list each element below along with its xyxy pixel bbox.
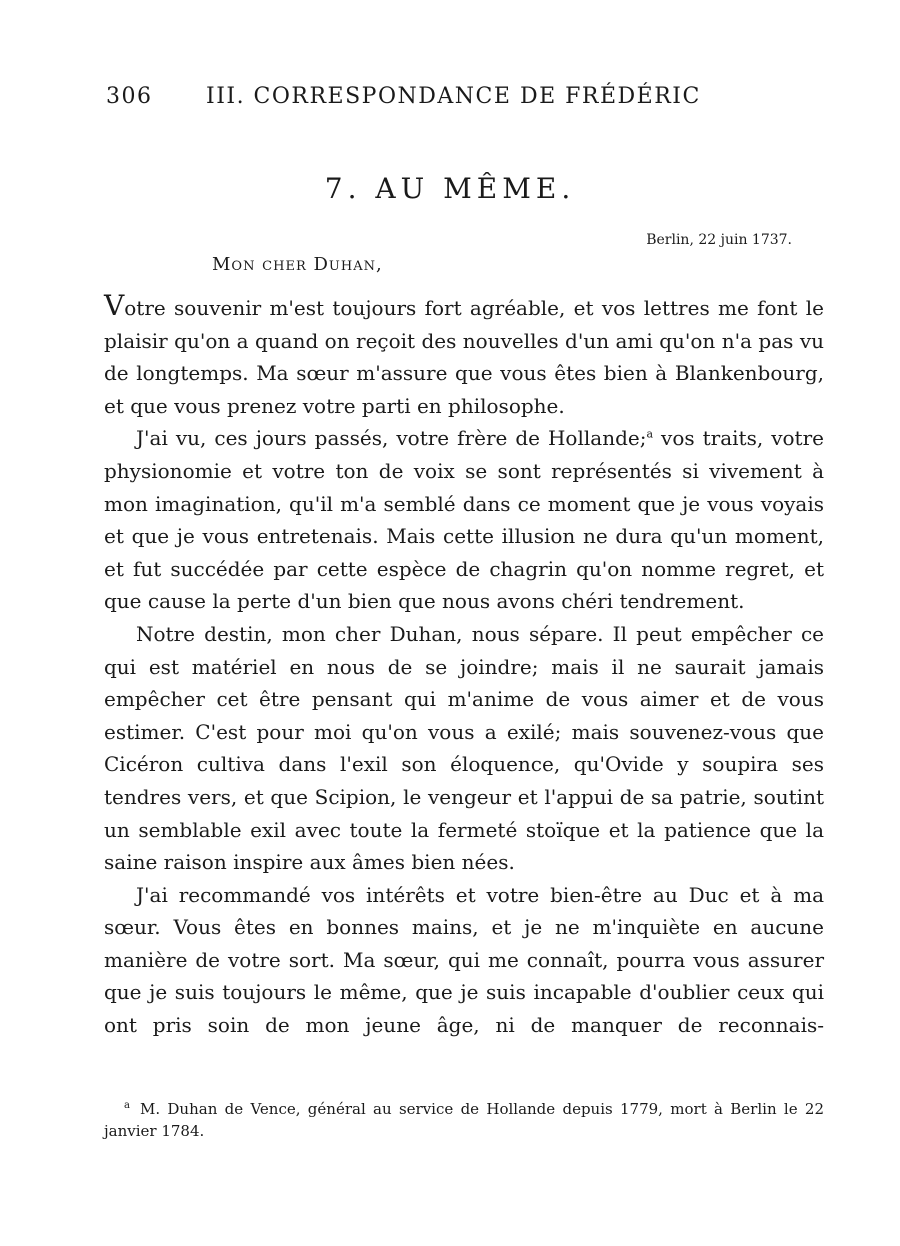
- paragraph-1: Votre souvenir m'est toujours fort agréable, et vos lettres me font le plaisir qu'on a quand on reçoit des nouvelles d'un ami qu'on n'a pas vu de longtemps. Ma sœur m'assure que vous êtes bien à Blankenbourg, et que vous prenez votre parti en philosophe.: [104, 289, 824, 418]
- letter-dateline: Berlin, 22 juin 1737.: [646, 232, 792, 248]
- letter-salutation: Mon cher Duhan,: [212, 254, 383, 275]
- paragraph-2-rest: vos traits, votre physionomie et votre ton de voix se sont représentés si vivement à mon imagination, qu'il m'a semblé dans ce moment que je vous voyais et que je vous entretenais. Mais cette illusion ne dura qu'un moment, et fut succédée par cette espèce de chagrin qu'on nomme regret, et que cause la perte d'un bien que nous avons chéri tendrement.: [104, 426, 824, 614]
- letter-body: [104, 290, 824, 1042]
- footnote-reference: a: [646, 427, 654, 441]
- footnote: a M. Duhan de Vence, général au service de Hollande depuis 1779, mort à Berlin le 22 janvier 1784.: [104, 1100, 824, 1140]
- footnote-text: M. Duhan de Vence, général au service de Hollande depuis 1779, mort à Berlin le 22 janvier 1784.: [104, 1100, 824, 1140]
- running-title: III. CORRESPONDANCE DE FRÉDÉRIC: [206, 84, 701, 109]
- paragraph-2: [104, 422, 824, 618]
- letter-title: 7. AU MÊME.: [324, 172, 576, 205]
- paragraph-2-start: J'ai vu, ces jours passés, votre frère de Hollande;: [136, 426, 647, 451]
- paragraph-3: Notre destin, mon cher Duhan, nous sépare. Il peut empêcher ce qui est matériel en nous de se joindre; mais il ne saurait jamais empêcher cet être pensant qui m'anime de vous aimer et de vous estimer. C'est pour moi qu'on vous a exilé; mais souvenez-vous que Cicéron cultiva dans l'exil son éloquence, qu'Ovide y soupira ses tendres vers, et que Scipion, le vengeur et l'appui de sa patrie, soutint un semblable exil avec toute la fermeté stoïque et la patience que la saine raison inspire aux âmes bien nées.: [104, 621, 824, 875]
- page-number: 306: [106, 84, 153, 109]
- running-head: [106, 84, 806, 109]
- paragraph-4: J'ai recommandé vos intérêts et votre bien-être au Duc et à ma sœur. Vous êtes en bonnes mains, et je ne m'inquiète en aucune manière de votre sort. Ma sœur, qui me connaît, pourra vous assurer que je suis toujours le même, que je suis incapable d'oublier ceux qui ont pris soin de mon jeune âge, ni de manquer de reconnais-: [104, 882, 824, 1038]
